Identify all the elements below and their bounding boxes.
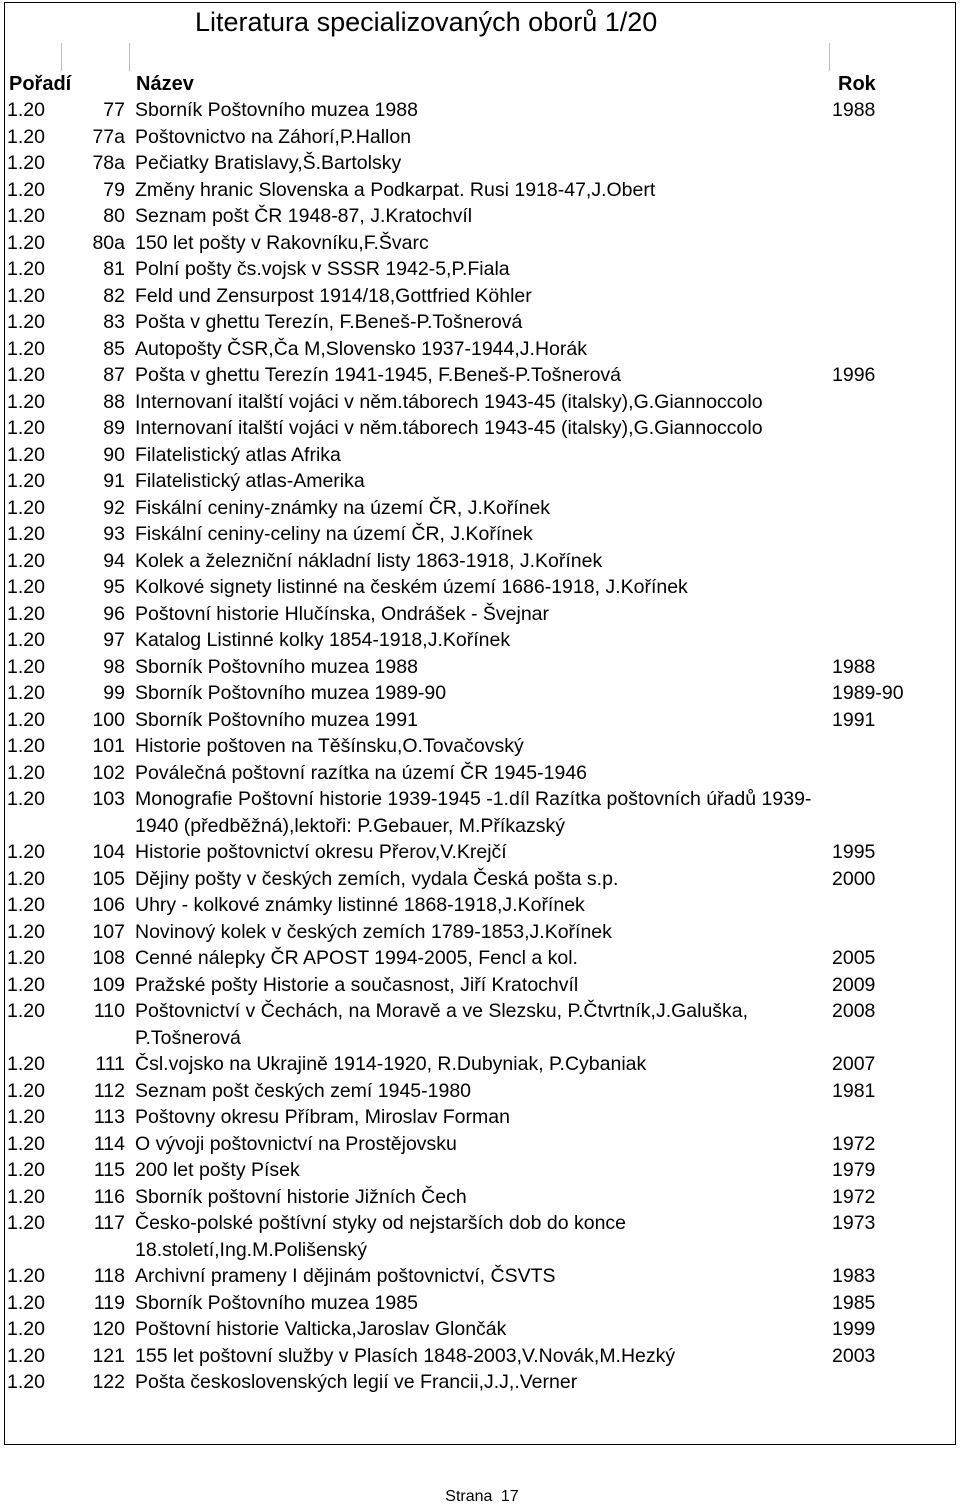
row-title: Filatelistický atlas Afrika [135, 443, 341, 466]
table-row [5, 786, 959, 839]
table-row [5, 1290, 959, 1317]
row-order: 1.20 [7, 1265, 45, 1287]
row-number: 88 [103, 390, 125, 413]
row-number: 116 [93, 1185, 125, 1208]
row-year: 1999 [832, 1318, 876, 1340]
row-title: Seznam pošt ČR 1948-87, J.Kratochvíl [135, 205, 473, 227]
row-year: 2003 [832, 1344, 876, 1367]
table-row [5, 1184, 959, 1211]
table-row [5, 1316, 959, 1343]
row-year [828, 124, 959, 151]
row-number: 79 [103, 178, 125, 201]
table-row [5, 680, 959, 707]
row-order: 1.20 [7, 894, 45, 916]
column-header-order: Pořadí [9, 73, 72, 95]
table-row [5, 839, 959, 866]
row-title: Polní pošty čs.vojsk v SSSR 1942-5,P.Fiala [135, 258, 510, 280]
table-row [5, 468, 959, 495]
table-row [5, 362, 959, 389]
column-header-year: Rok [838, 73, 876, 95]
column-header-row [5, 71, 955, 97]
row-year: 1991 [832, 708, 876, 731]
row-title: Archivní prameny I dějinám poštovnictví, ČSVTS [135, 1265, 556, 1287]
row-title: Novinový kolek v českých zemích 1789-1853,J.Kořínek [135, 920, 612, 943]
footer-label: Strana [445, 1488, 493, 1505]
table-row [5, 1078, 959, 1105]
table-row [5, 654, 959, 681]
row-year [828, 574, 959, 601]
row-order: 1.20 [7, 629, 45, 651]
row-year [828, 521, 959, 548]
table-row [5, 283, 959, 310]
row-number: 112 [93, 1079, 125, 1102]
row-number: 106 [92, 894, 125, 916]
row-order: 1.20 [7, 1344, 45, 1367]
row-number: 104 [92, 841, 125, 863]
row-number: 77 [103, 99, 125, 121]
title-row [5, 3, 955, 43]
row-title: Čsl.vojsko na Ukrajině 1914-1920, R.Dubyniak, P.Cybaniak [135, 1053, 647, 1075]
row-number: 90 [103, 443, 125, 466]
row-number: 97 [103, 629, 125, 651]
row-title: Internovaní italští vojáci v něm.táborech 1943-45 (italsky),G.Giannoccolo [135, 390, 763, 413]
row-title: Kolkové signety listinné na českém území 1686-1918, J.Kořínek [135, 576, 688, 598]
row-order: 1.20 [7, 655, 45, 678]
row-title: Sborník Poštovního muzea 1988 [135, 655, 418, 678]
row-number: 122 [92, 1371, 125, 1393]
row-year: 1988 [832, 99, 876, 121]
row-title: Poštovní historie Valticka,Jaroslav Glončák [135, 1318, 507, 1340]
row-order: 1.20 [7, 1159, 45, 1181]
row-year [828, 601, 959, 628]
row-title: Katalog Listinné kolky 1854-1918,J.Kořínek [135, 629, 511, 651]
row-title: Uhry - kolkové známky listinné 1868-1918,J.Kořínek [135, 894, 585, 916]
row-number: 94 [103, 549, 125, 572]
row-year [828, 627, 959, 654]
row-number: 92 [103, 496, 125, 519]
row-year: 1973 [832, 1212, 876, 1234]
table-row [5, 256, 959, 283]
row-year [828, 150, 959, 177]
row-order: 1.20 [7, 443, 45, 466]
row-year [828, 203, 959, 230]
row-order: 1.20 [7, 125, 45, 148]
table-row [5, 1104, 959, 1131]
row-order: 1.20 [7, 841, 45, 863]
row-title: Filatelistický atlas-Amerika [135, 470, 365, 492]
table-row [5, 1157, 959, 1184]
spreadsheet-page [4, 2, 956, 1445]
row-title: Sborník Poštovního muzea 1989-90 [135, 682, 447, 704]
row-order: 1.20 [7, 258, 45, 280]
page-title: Literatura specializovaných oborů 1/20 [195, 7, 658, 37]
table-row [5, 972, 959, 999]
row-title: Feld und Zensurpost 1914/18,Gottfried Köhler [135, 284, 532, 307]
row-order: 1.20 [7, 1212, 45, 1234]
row-number: 121 [92, 1344, 125, 1367]
row-year: 1979 [832, 1159, 876, 1181]
table-row [5, 203, 959, 230]
row-title: Pošta československých legií ve Francii,J.J,.Verner [135, 1371, 578, 1393]
row-year [828, 177, 959, 204]
row-year: 1996 [832, 364, 876, 386]
row-number: 109 [92, 973, 125, 996]
row-title: Poštovny okresu Příbram, Miroslav Forman [135, 1106, 510, 1128]
row-number: 120 [92, 1318, 125, 1340]
row-number: 111 [95, 1053, 125, 1075]
row-order: 1.20 [7, 417, 45, 439]
row-order: 1.20 [7, 867, 45, 890]
row-order: 1.20 [7, 231, 45, 254]
row-year [828, 919, 959, 946]
cell-divider [829, 43, 830, 71]
row-number: 81 [103, 258, 125, 280]
table-row [5, 97, 959, 124]
row-order: 1.20 [7, 1000, 45, 1022]
row-number: 114 [93, 1132, 125, 1155]
row-title: Fiskální ceniny-celiny na území ČR, J.Kořínek [135, 523, 533, 545]
row-title: Sborník Poštovního muzea 1985 [135, 1291, 418, 1314]
table-row [5, 574, 959, 601]
row-number: 108 [92, 947, 125, 969]
table-body [5, 97, 959, 1396]
table-row [5, 733, 959, 760]
row-title: Kolek a železniční nákladní listy 1863-1918, J.Kořínek [135, 549, 603, 572]
row-year [828, 468, 959, 495]
row-title: Sborník Poštovního muzea 1988 [135, 99, 418, 121]
row-year [828, 230, 959, 257]
row-number: 78a [92, 152, 125, 174]
row-title: 200 let pošty Písek [135, 1159, 300, 1181]
row-year [828, 256, 959, 283]
row-title: Historie poštovnictví okresu Přerov,V.Krejčí [135, 841, 507, 863]
table-row [5, 177, 959, 204]
table-row [5, 389, 959, 416]
row-number: 102 [92, 761, 125, 784]
row-order: 1.20 [7, 602, 45, 625]
row-order: 1.20 [7, 205, 45, 227]
row-order: 1.20 [7, 178, 45, 201]
row-order: 1.20 [7, 1106, 45, 1128]
table-row [5, 892, 959, 919]
table-row [5, 415, 959, 442]
row-title: Poštovnictvo na Záhorí,P.Hallon [135, 125, 412, 148]
table-row [5, 760, 959, 787]
row-order: 1.20 [7, 788, 45, 810]
row-order: 1.20 [7, 496, 45, 519]
row-number: 80 [103, 205, 125, 227]
row-year [828, 442, 959, 469]
row-number: 89 [103, 417, 125, 439]
row-order: 1.20 [7, 761, 45, 784]
row-year [828, 548, 959, 575]
table-row [5, 1131, 959, 1158]
row-order: 1.20 [7, 337, 45, 360]
row-year: 1985 [832, 1291, 876, 1314]
table-row [5, 1369, 959, 1396]
row-title: Sborník poštovní historie Jižních Čech [135, 1185, 467, 1208]
table-row [5, 707, 959, 734]
table-row [5, 627, 959, 654]
table-row [5, 1263, 959, 1290]
row-number: 83 [103, 311, 125, 333]
row-year: 2008 [832, 1000, 876, 1022]
table-row [5, 521, 959, 548]
row-order: 1.20 [7, 390, 45, 413]
row-year [828, 389, 959, 416]
row-year: 1989-90 [832, 682, 904, 704]
row-year: 2007 [832, 1053, 876, 1075]
row-title: Sborník Poštovního muzea 1991 [135, 708, 418, 731]
cell-divider [129, 43, 130, 71]
row-number: 77a [92, 125, 125, 148]
row-order: 1.20 [7, 708, 45, 731]
row-order: 1.20 [7, 364, 45, 386]
cell-divider [61, 43, 62, 71]
row-order: 1.20 [7, 470, 45, 492]
table-row [5, 309, 959, 336]
row-number: 95 [103, 576, 125, 598]
row-number: 113 [93, 1106, 125, 1128]
row-title: Pražské pošty Historie a současnost, Jiří Kratochvíl [135, 973, 579, 996]
table-row [5, 1343, 959, 1370]
row-year: 1983 [832, 1265, 876, 1287]
row-number: 91 [103, 470, 125, 492]
row-year [828, 495, 959, 522]
table-row [5, 601, 959, 628]
row-number: 99 [103, 682, 125, 704]
row-order: 1.20 [7, 1079, 45, 1102]
row-order: 1.20 [7, 576, 45, 598]
row-year: 1972 [832, 1185, 876, 1208]
row-title: Historie poštoven na Těšínsku,O.Tovačovský [135, 735, 524, 757]
row-title: Dějiny pošty v českých zemích, vydala Česká pošta s.p. [135, 867, 619, 890]
row-title: Pošta v ghettu Terezín 1941-1945, F.Beneš-P.Tošnerová [135, 364, 622, 386]
row-order: 1.20 [7, 1371, 45, 1393]
row-title: Seznam pošt českých zemí 1945-1980 [135, 1079, 472, 1102]
row-number: 85 [103, 337, 125, 360]
row-year [828, 415, 959, 442]
table-row [5, 230, 959, 257]
table-row [5, 1210, 959, 1263]
row-order: 1.20 [7, 152, 45, 174]
row-year [828, 283, 959, 310]
page-footer [0, 1488, 960, 1506]
row-title: 155 let poštovní služby v Plasích 1848-2003,V.Novák,M.Hezký [135, 1344, 676, 1367]
table-row [5, 1051, 959, 1078]
row-order: 1.20 [7, 947, 45, 969]
table-row [5, 998, 959, 1051]
table-row [5, 548, 959, 575]
table-row [5, 124, 959, 151]
row-number: 115 [93, 1159, 125, 1181]
footer-page-number: 17 [500, 1488, 519, 1505]
row-year [828, 786, 959, 839]
row-title: Změny hranic Slovenska a Podkarpat. Rusi 1918-47,J.Obert [135, 178, 656, 201]
row-year [828, 733, 959, 760]
row-order: 1.20 [7, 920, 45, 943]
row-year: 2000 [832, 867, 876, 890]
row-title: Pečiatky Bratislavy,Š.Bartolsky [135, 152, 402, 174]
row-year [828, 1369, 959, 1396]
column-header-name: Název [136, 73, 194, 95]
row-number: 98 [103, 655, 125, 678]
row-title: O vývoji poštovnictví na Prostějovsku [135, 1132, 457, 1155]
row-order: 1.20 [7, 973, 45, 996]
row-title: Cenné nálepky ČR APOST 1994-2005, Fencl a kol. [135, 947, 578, 969]
row-year: 1981 [832, 1079, 876, 1102]
row-order: 1.20 [7, 523, 45, 545]
row-number: 117 [93, 1212, 125, 1234]
row-order: 1.20 [7, 1053, 45, 1075]
row-title: Pošta v ghettu Terezín, F.Beneš-P.Tošnerová [135, 311, 523, 333]
row-year [828, 309, 959, 336]
row-title: 150 let pošty v Rakovníku,F.Švarc [135, 231, 429, 254]
row-number: 107 [92, 920, 125, 943]
row-title: Poválečná poštovní razítka na území ČR 1945-1946 [135, 761, 588, 784]
row-order: 1.20 [7, 284, 45, 307]
row-number: 96 [103, 602, 125, 625]
row-title: Monografie Poštovní historie 1939-1945 -1.díl Razítka poštovních úřadů 1939-1940 (předběžná),lektoři: P.Gebauer, M.Příkazský [135, 788, 812, 837]
row-number: 105 [92, 867, 125, 890]
row-order: 1.20 [7, 735, 45, 757]
table-row [5, 442, 959, 469]
row-title: Česko-polské poštívní styky od nejstarších dob do konce 18.století,Ing.M.Polišenský [135, 1212, 627, 1261]
row-number: 110 [93, 1000, 125, 1022]
row-order: 1.20 [7, 311, 45, 333]
row-number: 82 [103, 284, 125, 307]
row-order: 1.20 [7, 549, 45, 572]
row-year: 1972 [832, 1132, 876, 1155]
row-title: Poštovní historie Hlučínska, Ondrášek - Švejnar [135, 602, 550, 625]
row-number: 100 [92, 708, 125, 731]
row-number: 118 [93, 1265, 125, 1287]
row-title: Fiskální ceniny-známky na území ČR, J.Kořínek [135, 496, 551, 519]
row-order: 1.20 [7, 1318, 45, 1340]
row-number: 93 [103, 523, 125, 545]
literature-table [5, 97, 959, 1396]
row-year [828, 760, 959, 787]
empty-row [5, 43, 955, 71]
row-year [828, 892, 959, 919]
row-year: 1988 [832, 655, 876, 678]
row-year: 2005 [832, 947, 876, 969]
row-number: 101 [92, 735, 125, 757]
row-order: 1.20 [7, 682, 45, 704]
row-order: 1.20 [7, 1185, 45, 1208]
row-number: 103 [92, 788, 125, 810]
row-number: 119 [93, 1291, 125, 1314]
table-row [5, 336, 959, 363]
row-year: 1995 [832, 841, 876, 863]
table-row [5, 919, 959, 946]
row-year [828, 336, 959, 363]
row-order: 1.20 [7, 1132, 45, 1155]
row-order: 1.20 [7, 1291, 45, 1314]
table-row [5, 866, 959, 893]
row-number: 80a [92, 231, 125, 254]
table-row [5, 945, 959, 972]
row-year: 2009 [832, 973, 876, 996]
table-row [5, 150, 959, 177]
table-row [5, 495, 959, 522]
row-order: 1.20 [7, 99, 45, 121]
row-title: Internovaní italští vojáci v něm.táborech 1943-45 (italsky),G.Giannoccolo [135, 417, 763, 439]
row-title: Poštovnictví v Čechách, na Moravě a ve Slezsku, P.Čtvrtník,J.Galuška, P.Tošnerová [135, 1000, 749, 1049]
row-title: Autopošty ČSR,Ča M,Slovensko 1937-1944,J.Horák [135, 337, 587, 360]
row-number: 87 [103, 364, 125, 386]
row-year [828, 1104, 959, 1131]
